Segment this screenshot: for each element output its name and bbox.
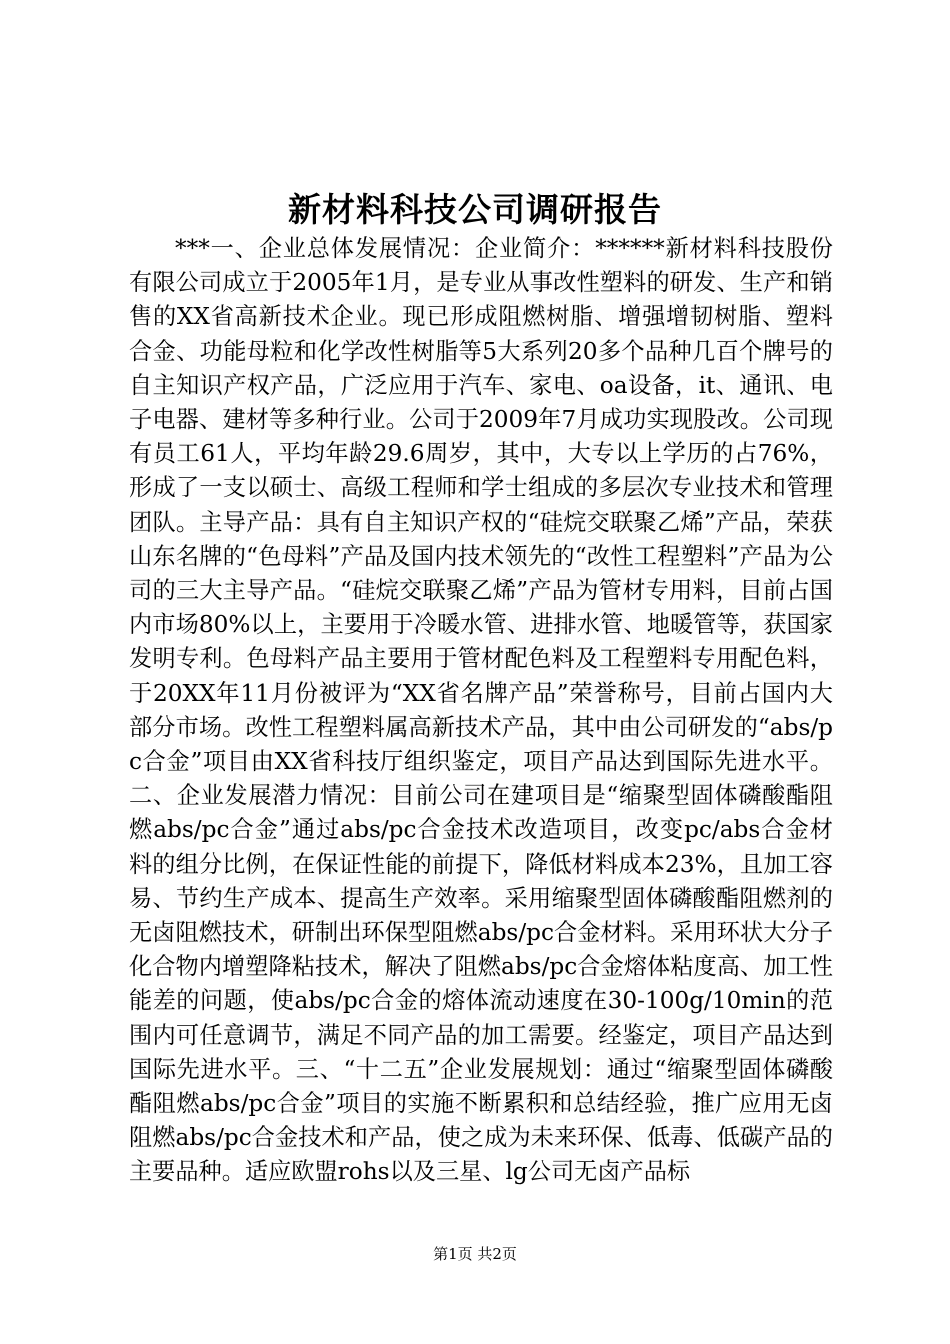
page-title: 新材料科技公司调研报告 <box>288 190 662 229</box>
page-footer: 第1页 共2页 <box>433 1245 517 1263</box>
body-paragraph: ***一、企业总体发展情况：企业简介：******新材料科技股份有限公司成立于2005年1月，是专业从事改性塑料的研发、生产和销售的XX省高新技术企业。现已形成阻燃树脂、增强增韧树脂、塑料合金、功能母粒和化学改性树脂等5大系列20多个品种几百个牌号的自主知识产权产品，广泛应用于汽车、家电、oa设备，it、通讯、电子电器、建材等多种行业。公司于2009年7月成功实现股改。公司现有员工61人，平均年龄29.6周岁，其中，大专以上学历的占76%，形成了一支以硕士、高级工程师和学士组成的多层次专业技术和管理团队。主导产品：具有自主知识产权的“硅烷交联聚乙烯”产品，荣获山东名牌的“色母料”产品及国内技术领先的“改性工程塑料”产品为公司的三大主导产品。“硅烷交联聚乙烯”产品为管材专用料，目前占国内市场80%以上，主要用于冷暖水管、进排水管、地暖管等，获国家发明专利。色母料产品主要用于管材配色料及工程塑料专用配色料，于20XX年11月份被评为“XX省名牌产品”荣誉称号，目前占国内大部分市场。改性工程塑料属高新技术产品，其中由公司研发的“abs/pc合金”项目由XX省科技厅组织鉴定，项目产品达到国际先进水平。二、企业发展潜力情况：目前公司在建项目是“缩聚型固体磷酸酯阻燃abs/pc合金”通过abs/pc合金技术改造项目，改变pc/abs合金材料的组分比例，在保证性能的前提下，降低材料成本23%，且加工容易、节约生产成本、提高生产效率。采用缩聚型固体磷酸酯阻燃剂的无卤阻燃技术，研制出环保型阻燃abs/pc合金材料。采用环状大分子化合物内增塑降粘技术，解决了阻燃abs/pc合金熔体粘度高、加工性能差的问题，使abs/pc合金的熔体流动速度在30-100g/10min的范围内可任意调节，满足不同产品的加工需要。经鉴定，项目产品达到国际先进水平。三、“十二五”企业发展规划：通过“缩聚型固体磷酸酯阻燃abs/pc合金”项目的实施不断累积和总结经验，推广应用无卤阻燃abs/pc合金技术和产品，使之成为未来环保、低毒、低碳产品的主要品种。适应欧盟rohs以及三星、lg公司无卤产品标 <box>129 235 833 1186</box>
